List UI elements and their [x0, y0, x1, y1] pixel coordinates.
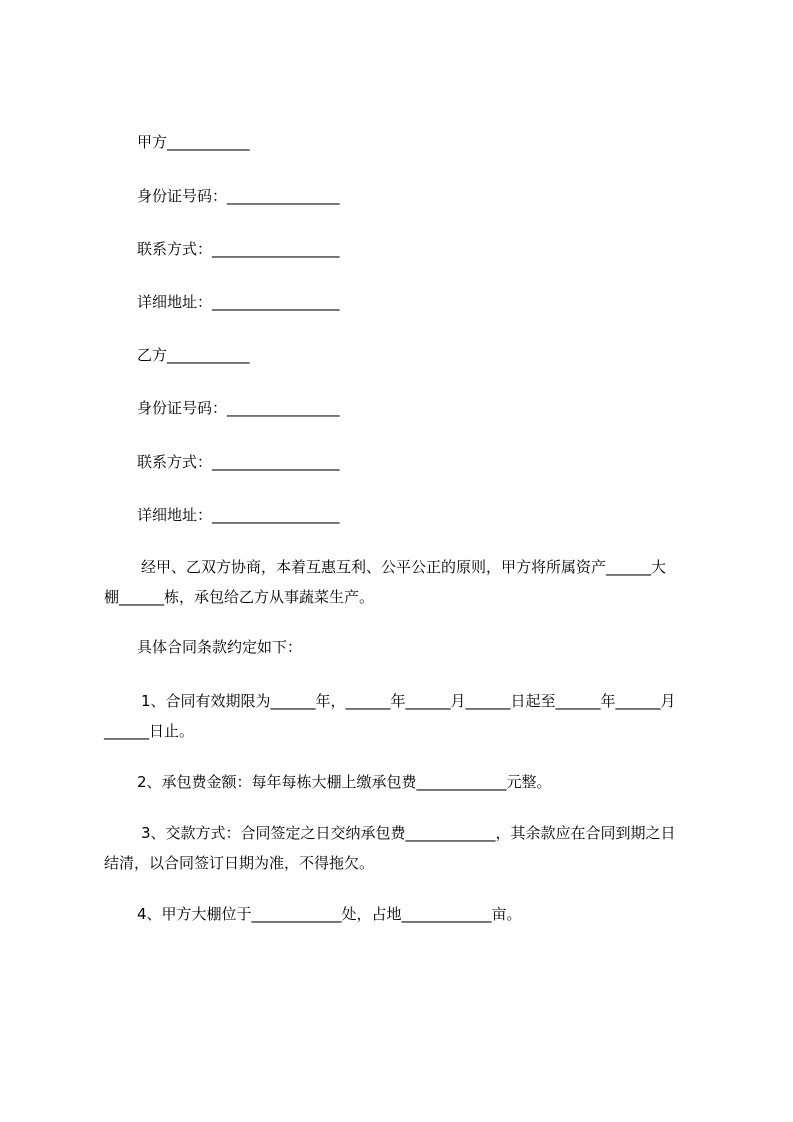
party-b-id-number: 身份证号码：_______________: [137, 399, 340, 417]
clause-1: 1、合同有效期限为______年，______年______月______日起至______年______月______日止。: [104, 692, 676, 740]
intro-paragraph: 经甲、乙双方协商，本着互惠互利、公平公正的原则，甲方将所属资产______大棚______栋，承包给乙方从事蔬菜生产。: [104, 558, 667, 606]
party-b-contact: 联系方式：_________________: [137, 453, 340, 471]
party-a-address: 详细地址：_________________: [137, 293, 340, 311]
clauses-heading: 具体合同条款约定如下：: [137, 638, 303, 656]
clause-4: 4、甲方大棚位于____________处，占地____________亩。: [137, 905, 522, 923]
clause-3: 3、交款方式：合同签定之日交纳承包费____________，其余款应在合同到期之日结清，以合同签订日期为准，不得拖欠。: [104, 824, 676, 872]
party-a-id-number: 身份证号码：_______________: [137, 187, 340, 205]
party-b-title: 乙方___________: [137, 346, 250, 364]
party-a-title: 甲方___________: [137, 133, 250, 151]
party-a-contact: 联系方式：_________________: [137, 240, 340, 258]
clause-2: 2、承包费金额：每年每栋大棚上缴承包费____________元整。: [137, 773, 552, 791]
party-b-address: 详细地址：_________________: [137, 506, 340, 524]
